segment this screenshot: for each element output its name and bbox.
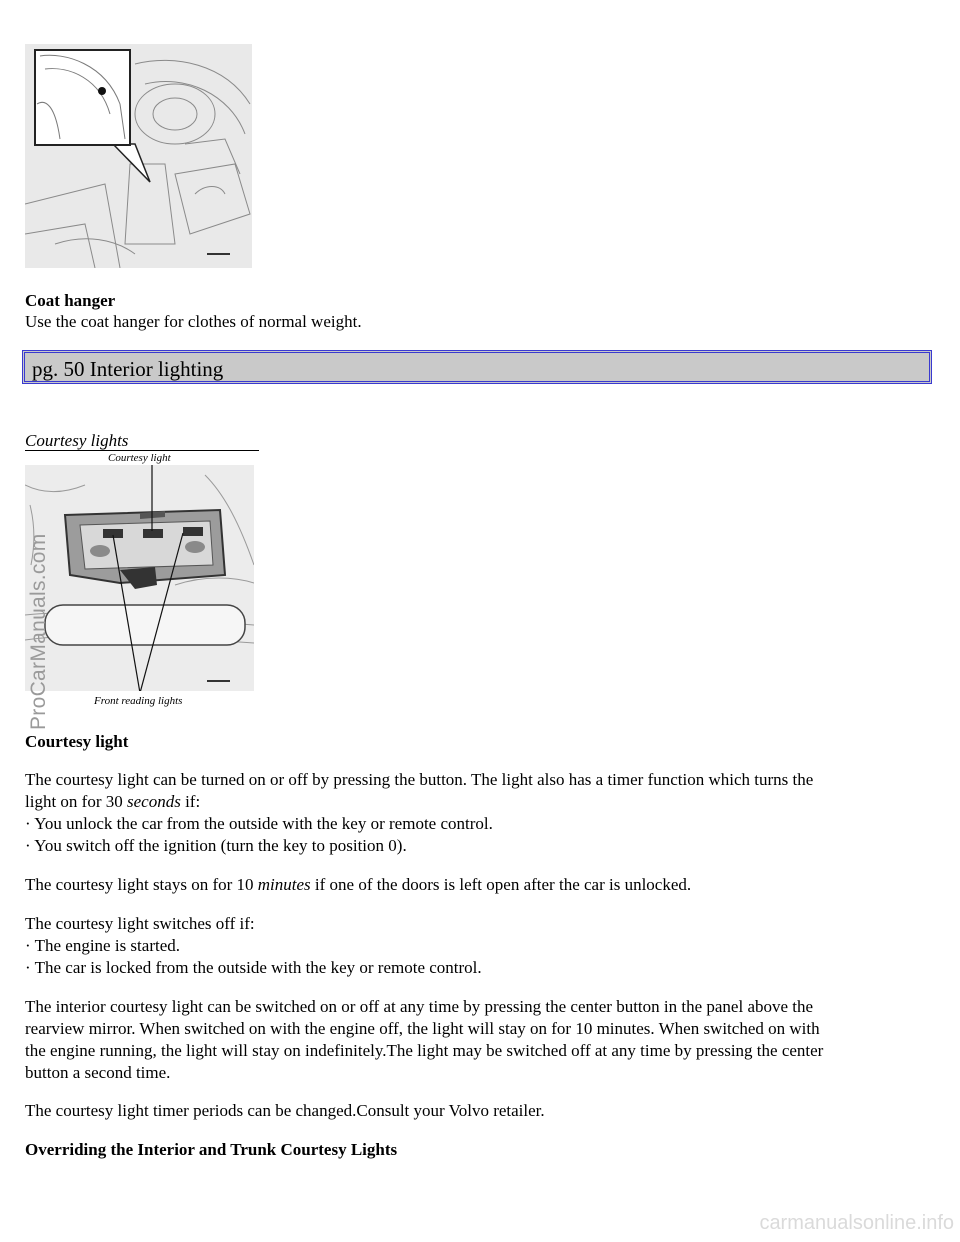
courtesy-light-paragraph-4 xyxy=(25,996,940,1084)
link-underline-divider xyxy=(25,450,259,451)
courtesy-light-paragraph-5 xyxy=(25,1100,940,1122)
paragraph-line: The courtesy light can be turned on or off by pressing the button. The light also has a timer function which turns the xyxy=(25,770,814,789)
section-header-bar xyxy=(22,350,932,384)
bullet-item: · The engine is started. xyxy=(25,936,181,955)
courtesy-lights-link[interactable]: Courtesy lights xyxy=(25,431,129,450)
overriding-heading: Overriding the Interior and Trunk Courtesy Lights xyxy=(25,1140,398,1159)
courtesy-light-paragraph-2 xyxy=(25,874,940,896)
figure-label-front-reading-lights: Front reading lights xyxy=(94,695,183,707)
bullet-item: · You unlock the car from the outside with the key or remote control. xyxy=(25,814,493,833)
text-fragment: if one of the doors is left open after the car is unlocked. xyxy=(310,875,692,894)
coat-hanger-text: Use the coat hanger for clothes of normal weight. xyxy=(25,312,362,331)
courtesy-light-paragraph-1 xyxy=(25,769,940,857)
paragraph-line: The interior courtesy light can be switched on or off at any time by pressing the center button in the panel above the xyxy=(25,997,814,1016)
emphasis-seconds: seconds xyxy=(127,792,181,811)
paragraph-line xyxy=(25,791,940,813)
paragraph-line: The courtesy light switches off if: xyxy=(25,914,255,933)
paragraph-line: button a second time. xyxy=(25,1063,171,1082)
text-fragment: light on for 30 xyxy=(25,792,127,811)
paragraph-line: rearview mirror. When switched on with the engine off, the light will stay on for 10 minutes. When switched on with xyxy=(25,1019,820,1038)
text-fragment: if: xyxy=(180,792,201,811)
emphasis-minutes: minutes xyxy=(257,875,311,894)
paragraph-line: the engine running, the light will stay on indefinitely.The light may be switched off at any time by pressing the center xyxy=(25,1041,824,1060)
figure-label-courtesy-light: Courtesy light xyxy=(108,452,171,464)
watermark-carmanualsonline: carmanualsonline.info xyxy=(759,1212,954,1234)
courtesy-lights-illustration xyxy=(25,465,254,691)
paragraph-line: The courtesy light timer periods can be changed.Consult your Volvo retailer. xyxy=(25,1101,545,1120)
paragraph-line xyxy=(25,874,940,896)
bullet-item: · The car is locked from the outside with the key or remote control. xyxy=(25,958,482,977)
coat-hanger-heading: Coat hanger xyxy=(25,291,116,310)
courtesy-light-heading: Courtesy light xyxy=(25,732,129,751)
bullet-item: · You switch off the ignition (turn the key to position 0). xyxy=(25,836,407,855)
watermark-procarmanuals: ProCarManuals.com xyxy=(27,533,50,730)
section-title: pg. 50 Interior lighting xyxy=(32,357,224,381)
courtesy-light-paragraph-3 xyxy=(25,913,940,979)
text-fragment: The courtesy light stays on for 10 xyxy=(25,875,258,894)
coat-hanger-illustration xyxy=(25,44,252,268)
